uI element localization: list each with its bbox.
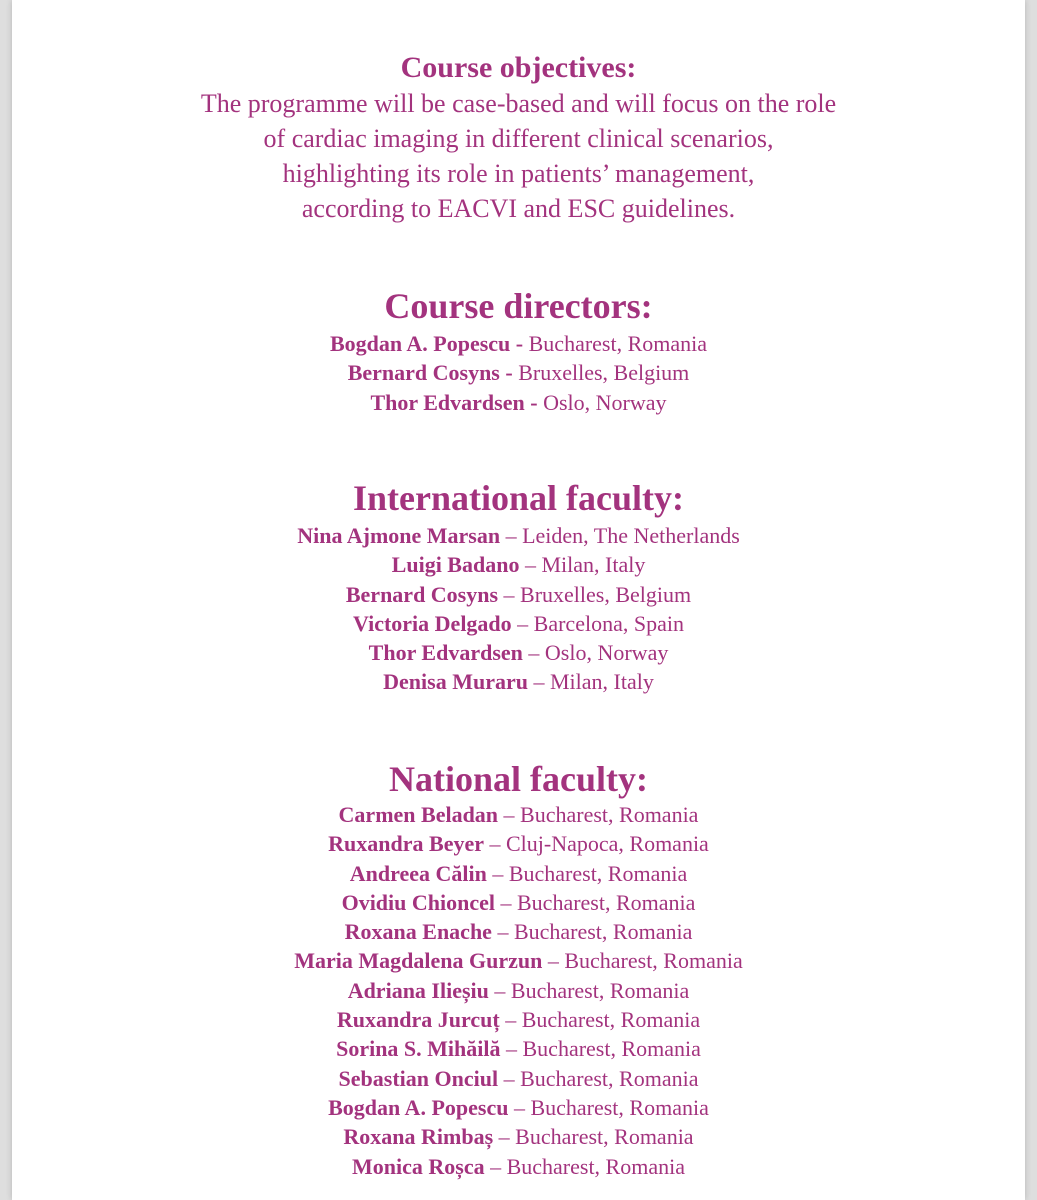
- person-location: Bucharest, Romania: [523, 331, 708, 356]
- person-location: – Milan, Italy: [527, 669, 654, 695]
- international-faculty-heading: International faculty:: [353, 478, 684, 518]
- person-location: – Bucharest, Romania: [484, 1153, 685, 1179]
- person-name: Bogdan A. Popescu -: [329, 331, 524, 356]
- director-entry: [12, 358, 1025, 387]
- course-objectives-heading: Course objectives:: [400, 51, 637, 84]
- faculty-entry: [12, 1005, 1025, 1034]
- objectives-line: The programme will be case-based and will focus on the role: [200, 89, 837, 118]
- person-location: – Bucharest, Romania: [542, 948, 743, 974]
- person-name: Ruxandra Jurcuț: [336, 1007, 500, 1033]
- faculty-entry: [12, 1122, 1025, 1151]
- faculty-entry: [12, 550, 1025, 579]
- objectives-line: highlighting its role in patients’ management,: [282, 159, 755, 188]
- person-name: Victoria Delgado: [353, 610, 512, 636]
- person-location: – Bucharest, Romania: [486, 860, 688, 886]
- person-name: Bernard Cosyns: [345, 581, 499, 607]
- faculty-entry: [12, 580, 1025, 609]
- person-location: – Bucharest, Romania: [508, 1094, 709, 1120]
- person-name: Andreea Călin: [349, 860, 487, 886]
- person-location: – Bucharest, Romania: [495, 889, 696, 915]
- course-directors-heading: Course directors:: [384, 286, 653, 326]
- course-directors-section: [12, 286, 1025, 417]
- faculty-entry: [12, 1034, 1025, 1063]
- person-name: Bogdan A. Popescu: [328, 1094, 509, 1120]
- person-name: Monica Roșca: [352, 1153, 485, 1179]
- person-location: – Bucharest, Romania: [500, 1036, 701, 1062]
- faculty-entry: [12, 888, 1025, 917]
- national-faculty-section: [12, 759, 1025, 1181]
- person-location: – Bucharest, Romania: [491, 919, 693, 945]
- faculty-entry: [12, 800, 1025, 829]
- person-name: Thor Edvardsen: [368, 640, 523, 666]
- objectives-line: of cardiac imaging in different clinical scenarios,: [263, 124, 774, 153]
- person-location: – Bruxelles, Belgium: [498, 581, 692, 607]
- objectives-line: according to EACVI and ESC guidelines.: [301, 194, 736, 223]
- person-location: Oslo, Norway: [537, 389, 667, 415]
- person-location: – Oslo, Norway: [522, 640, 669, 666]
- faculty-entry: [12, 859, 1025, 888]
- person-name: Bernard Cosyns -: [347, 360, 513, 386]
- faculty-entry: [12, 638, 1025, 667]
- person-name: Sorina S. Mihăilă: [336, 1036, 501, 1062]
- faculty-entry: [12, 521, 1025, 550]
- person-location: – Milan, Italy: [519, 552, 646, 578]
- faculty-entry: [12, 917, 1025, 946]
- document-page: [12, 0, 1025, 1200]
- person-name: Luigi Badano: [391, 552, 520, 578]
- person-name: Nina Ajmone Marsan: [297, 523, 501, 548]
- person-name: Maria Magdalena Gurzun: [294, 948, 543, 974]
- person-name: Roxana Rimbaș: [343, 1124, 494, 1150]
- faculty-entry: [12, 1093, 1025, 1122]
- person-location: – Bucharest, Romania: [499, 1007, 701, 1033]
- person-name: Sebastian Onciul: [338, 1065, 499, 1091]
- faculty-entry: [12, 609, 1025, 638]
- person-name: Carmen Beladan: [338, 802, 499, 827]
- person-location: – Leiden, The Netherlands: [500, 523, 740, 548]
- international-faculty-section: [12, 478, 1025, 697]
- person-location: – Bucharest, Romania: [498, 802, 699, 827]
- faculty-entry: [12, 976, 1025, 1005]
- faculty-entry: [12, 1064, 1025, 1093]
- person-location: – Bucharest, Romania: [493, 1124, 694, 1150]
- person-location: – Cluj-Napoca, Romania: [483, 831, 709, 857]
- director-entry: [12, 388, 1025, 417]
- person-name: Adriana Ilieșiu: [347, 977, 489, 1003]
- person-location: – Barcelona, Spain: [511, 610, 684, 636]
- person-name: Denisa Muraru: [383, 669, 528, 695]
- faculty-entry: [12, 946, 1025, 975]
- director-entry: [12, 329, 1025, 358]
- faculty-entry: [12, 667, 1025, 696]
- faculty-entry: [12, 1152, 1025, 1181]
- person-location: Bruxelles, Belgium: [512, 360, 690, 386]
- person-location: – Bucharest, Romania: [498, 1065, 699, 1091]
- person-name: Thor Edvardsen -: [370, 389, 538, 415]
- person-name: Roxana Enache: [344, 919, 492, 945]
- person-location: – Bucharest, Romania: [488, 977, 690, 1003]
- person-name: Ovidiu Chioncel: [341, 889, 495, 915]
- course-objectives-section: [12, 50, 1025, 226]
- faculty-entry: [12, 829, 1025, 858]
- national-faculty-heading: National faculty:: [389, 759, 648, 799]
- person-name: Ruxandra Beyer: [328, 831, 484, 857]
